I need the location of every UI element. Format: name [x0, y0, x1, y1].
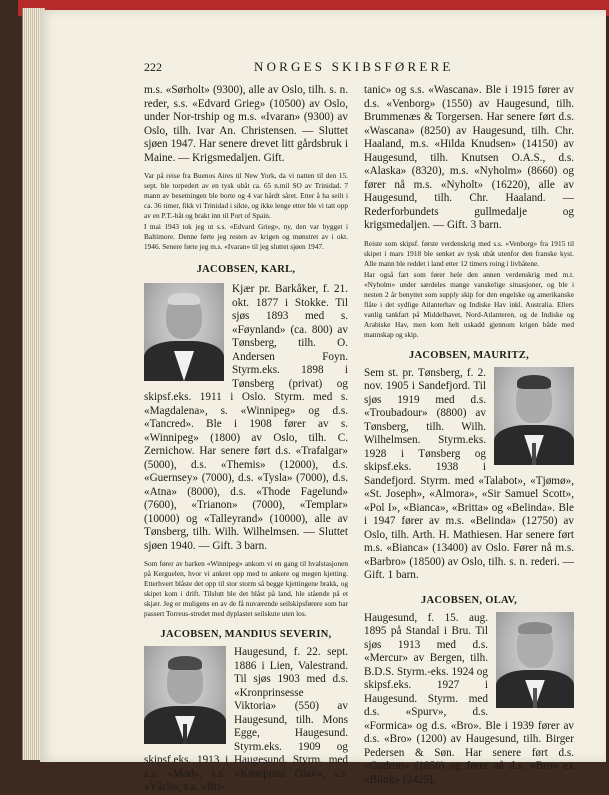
anecdote-note: I mai 1943 tok jeg ut s.s. «Edvard Grieg», ny, den var bygget i Baltimore. Denne førte jeg resten av krigen og mønstret av i okt. 1946. Senere førte jeg m.s. «Ivaran» til jeg sluttet sjøen 1947.	[144, 222, 348, 251]
page-content	[144, 58, 574, 793]
entry-continuation: tanic» og s.s. «Wascana». Ble i 1915 fører av d.s. «Venborg» (1550) av Haugesund, tilh. Brummenæs & Torgersen. Har senere ført d.s. «Wascana» (8250) av Haugesund, tilh. Chr. Haaland, m.s. «Hilda Knudsen» (14150) av Haugesund, tilh. Knutsen O.A.S., d.s. «Alaska» (8320), m.s. «Nyholm» (8660) og fører nå m.s. «Nyholt» (16220), alle av Haugesund, tilh. Chr. Haaland. — Rederforbundets gullmedalje og krigsmedaljen. — Gift. 3 barn.	[364, 84, 574, 231]
entry-bio-mandius: Haugesund, f. 22. sept. 1886 i Lien, Valestrand. Til sjøs 1903 med d.s. «Kronprinsesse Viktoria» (550) av Haugesund, tilh. Mons Egge, Haugesund. Styrm.eks. 1909 og skipsf.eks. 1913 i Haugesund. Styrm. med s.s. «Mod», s.s. «Kronprins Olav», s.s. «Vårli», s.s. «Bri-	[144, 646, 348, 793]
portrait-photo-mauritz	[494, 367, 574, 465]
anecdote-note: Har også fart som fører hele den annen verdenskrig med m.t. «Nyholm» under særdeles mange vanskelige situasjoner, og ble i nesten 2 år benyttet som supply skip for den engelske og amerikanske flåte i det sydlige Atlanterhav og Indiske Hav inkl. Australia. Ellers vanlig tankfart på Middelhavet, Nord-Atlanteren, og de Indiske og Arabiske Hav, men kom helt uskadd gjennom krigen både med mannskap og skip.	[364, 269, 574, 339]
portrait-photo-mandius	[144, 646, 226, 744]
anecdote-note: Var på reise fra Buenos Aires til New York, da vi natten til den 15. sept. ble torpedert av en tysk ubåt ca. 65 n.mil SO av Trinidad. 7 mann av besetningen ble borte og 4 var hårdt såret. Etter å ha seilt i ca. 36 timer, fikk vi Trinidad i sikte, og ikke lenge etter ble vi tatt opp av en P.T.-båt og brakt inn til Port of Spain.	[144, 171, 348, 220]
entry-bio-mauritz: Sem st. pr. Tønsberg, f. 2. nov. 1905 i Sandefjord. Til sjøs 1919 med d.s. «Troubadour» (8800) av Tønsberg, tilh. Wilh. Wilhelmsen. Styrm.eks. 1928 i Tønsberg og skipsf.eks. 1938 i Sandefjord. Styrm. med «Talabot», «Tjømø», «St. Joseph», «Almora», «Sir Samuel Scott», «Pol I», «Bianca», «Britta» og «Belinda». Ble i 1947 fører av m.s. «Belinda» (12750) av Oslo, tilh. Arth. H. Mathiesen. Har senere ført m.s. «Bianca» (13400) av Oslo. Fører nå m.s. «Barbro» (18500) av Oslo, tilh. s. n. rederi. — Gift. 1 barn.	[364, 366, 574, 581]
entry-name-olav: JACOBSEN, OLAV,	[420, 594, 518, 606]
entry-name-mauritz: JACOBSEN, MAURITZ,	[408, 349, 530, 361]
entry-continuation: m.s. «Sørholt» (9300), alle av Oslo, tilh. s. n. reder, s.s. «Edvard Grieg» (10500) av Oslo, under Nor-trship og m.s. «Ivaran» (9300) av Oslo, tilh. Ivar An. Christensen. — Sluttet sjøen 1947. Har senere drevet litt gårdsbruk i Maine. — Krigsmedaljen. Gift.	[144, 84, 348, 164]
column-left	[144, 84, 348, 795]
anecdote-note: Reiste som skipsf. første verdenskrig med s.s. «Venborg» fra 1915 til skipet i mars 1918 ble senket av tysk ubåt utenfor den franske kyst. Alle mann ble reddet i land etter 12 timers roing i livbåtene.	[364, 238, 574, 268]
entry-name-karl: JACOBSEN, KARL,	[196, 264, 296, 275]
entry-name-mandius: JACOBSEN, MANDIUS SEVERIN,	[160, 629, 332, 640]
anecdote-note-karl: Som fører av barken «Winnipeg» ankom vi en gang til hvalstasjonen på Kerguelen, hvor vi ankret opp med to ankere og megen kjetting. Etterhvert blåste det opp til stor storm så begge kjettingene brakk, og skipet kom i drift. Tilslutt ble det blåst på land, hle stående på et skjær. Jeg er muligens en av de få nuværende seilskipsførere som har passert Torreus-stredet med dyplastet seilskute uten los.	[144, 559, 348, 618]
running-header	[144, 58, 574, 76]
entry-bio-olav: Haugesund, f. 15. aug. 1895 på Standal i Bru. Til sjøs 1913 med d.s. «Mercur» av Bergen, tilh. B.D.S. Styrm.-eks. 1924 og skipsf.eks. 1927 i Haugesund. Styrm. med d.s. «Spurv», d.s. «Formica» og d.s. «Bro». Ble i 1939 fører av d.s. «Bro» (1200) av Haugesund, tilh. Birger Pedersen & Søn. Har senere ført d.s. «Gudrun» (1850) og fører nå d.s. «Bro» ex «Blink» (2425),	[364, 611, 574, 786]
portrait-photo-olav	[496, 612, 574, 708]
portrait-photo-karl	[144, 283, 224, 381]
page-number: 222	[144, 60, 162, 74]
entry-bio-karl: Kjær pr. Barkåker, f. 21. okt. 1877 i Stokke. Til sjøs 1893 med s. «Føynland» (ca. 800) av Tønsberg, tilh. O. Andersen Foyn. Styrm.eks. 1898 i Tønsberg (privat) og skipsf.eks. 1911 i Oslo. Styrm. med s. «Magdalena», s. «Winnipeg» og d.s. «Tancred». Ble i 1908 fører av s. «Winnipeg» (1800) av Oslo, tilh. C. Zernichow. Har senere ført d.s. «Trafalgar» (5000), d.s. «Themis» (12000), d.s. «Guernsey» (7000), d.s. «Tysla» (7000), d.s. «Atna» (8000), d.s. «Thode Fagelund» (7600), «Trianon» (7000), «Templar» (10000) og «Talleyrand» (10000), alle av Tønsberg, tilh. Wilh. Wilhelmsen. — Sluttet sjøen 1940. — Gift. 3 barn.	[144, 283, 348, 552]
column-right	[364, 84, 574, 787]
running-title: NORGES SKIBSFØRERE	[254, 59, 454, 74]
